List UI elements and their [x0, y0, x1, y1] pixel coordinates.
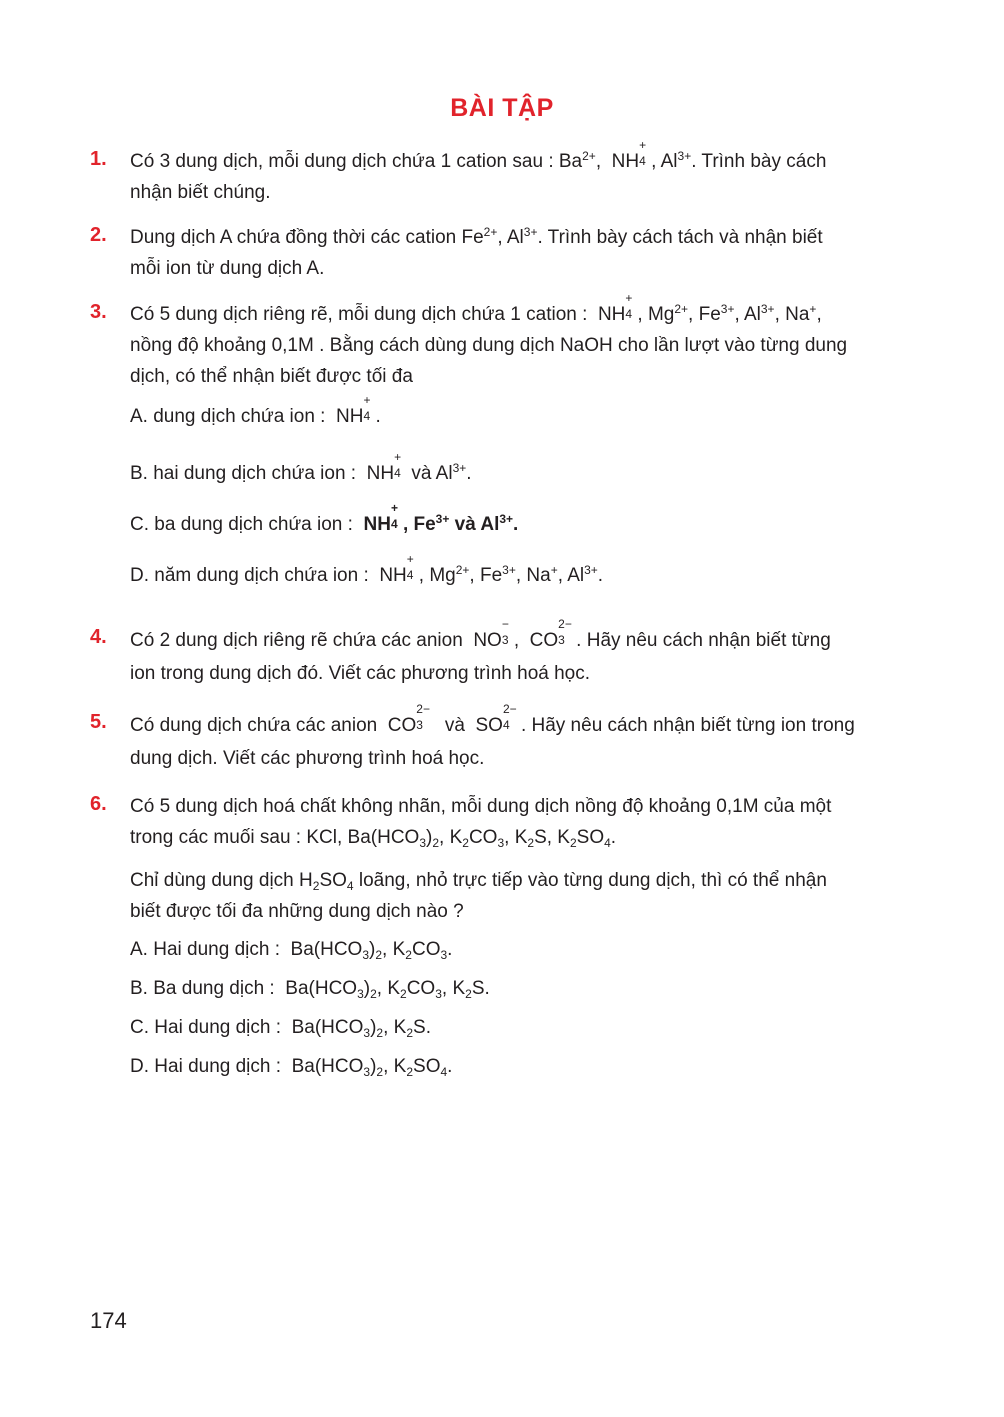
ion-sulfate: SO 2− 4	[475, 702, 517, 736]
question-number: 2.	[90, 224, 107, 246]
question-number: 3.	[90, 301, 107, 323]
question-text: Dung dịch A chứa đồng thời các cation $Fe^{2+}$, $Al^{3+}$. Trình bày cách tách và nhận biết mỗi ion từ dung dịch A.	[130, 225, 823, 279]
option-3c: C. ba dung dịch chứa ion : NH + 4 , $Fe^{3+}$ và $Al^{3+}$.	[130, 510, 518, 540]
question-number: 6.	[90, 793, 107, 815]
page-title: BÀI TẬP	[450, 94, 554, 122]
ion-carbonate: CO 2− 3	[387, 702, 430, 736]
ion-ammonium: NH + 4	[379, 552, 414, 586]
ion-carbonate: CO 2− 3	[529, 617, 572, 651]
option-3b: B. hai dung dịch chứa ion : NH + 4 và $Al^{3+}$.	[130, 459, 472, 489]
question-text: Có 5 dung dịch riêng rẽ, mỗi dung dịch chứa 1 cation : NH + 4 , $Mg^{2+}$, $Fe^{3+}$, $Al^{3+}$, Na+, nồng độ khoảng 0,1M . Bằng cách dùng dung dịch NaOH cho lần lượt vào từng dung dịch, có thể nhận biết được tối đa	[130, 291, 848, 387]
question-text: Có 5 dung dịch hoá chất không nhãn, mỗi dung dịch nồng độ khoảng 0,1M của một trong các muối sau : KCl, $Ba(HCO_3)_2$, $K_2CO_3$, $K_2S$, $K_2SO_4$.	[130, 796, 832, 850]
question-text: Có dung dịch chứa các anion CO 2− 3 và SO 2− 4 . Hãy nêu cách nhận biết từng ion trong dung dịch. Viết các phương trình hoá học.	[130, 702, 855, 769]
ion-ammonium: NH + 4	[366, 450, 402, 484]
option-3d: D. năm dung dịch chứa ion : NH + 4 , $Mg^{2+}$, $Fe^{3+}$, Na+, $Al^{3+}$.	[130, 561, 603, 591]
option-6a: A. Hai dung dịch : $Ba(HCO_3)_2$, $K_2CO_3$.	[130, 939, 453, 962]
ion-ammonium: NH + 4	[336, 393, 371, 427]
question-number: 5.	[90, 711, 107, 733]
option-6c: C. Hai dung dịch : $Ba(HCO_3)_2$, $K_2S$.	[130, 1017, 431, 1040]
option-6d: D. Hai dung dịch : $Ba(HCO_3)_2$, $K_2SO_4$.	[130, 1056, 453, 1079]
question-6-prompt: Chỉ dùng dung dịch $H_2SO_4$ loãng, nhỏ trực tiếp vào từng dung dịch, thì có thể nhận biết được tối đa những dung dịch nào ?	[130, 870, 827, 922]
option-3a: A. dung dịch chứa ion : NH + 4 .	[130, 402, 381, 432]
ion-nitrate: NO − 3	[473, 617, 509, 651]
ion-ammonium: NH + 4	[597, 291, 633, 325]
ion-ammonium: NH + 4	[363, 501, 398, 535]
question-text: Có 3 dung dịch, mỗi dung dịch chứa 1 cation sau : $Ba^{2+}$, NH + 4 , $Al^{3+}$. Trình bày cách nhận biết chúng.	[130, 138, 827, 203]
question-number: 4.	[90, 626, 107, 648]
option-6b: B. Ba dung dịch : $Ba(HCO_3)_2$, $K_2CO_3$, $K_2S$.	[130, 978, 490, 1001]
question-number: 1.	[90, 148, 107, 170]
ion-ammonium: NH + 4	[611, 138, 647, 172]
question-text: Có 2 dung dịch riêng rẽ chứa các anion NO − 3 , CO 2− 3 . Hãy nêu cách nhận biết từng ion trong dung dịch đó. Viết các phương trình hoá học.	[130, 617, 831, 684]
page-number: 174	[90, 1308, 127, 1333]
